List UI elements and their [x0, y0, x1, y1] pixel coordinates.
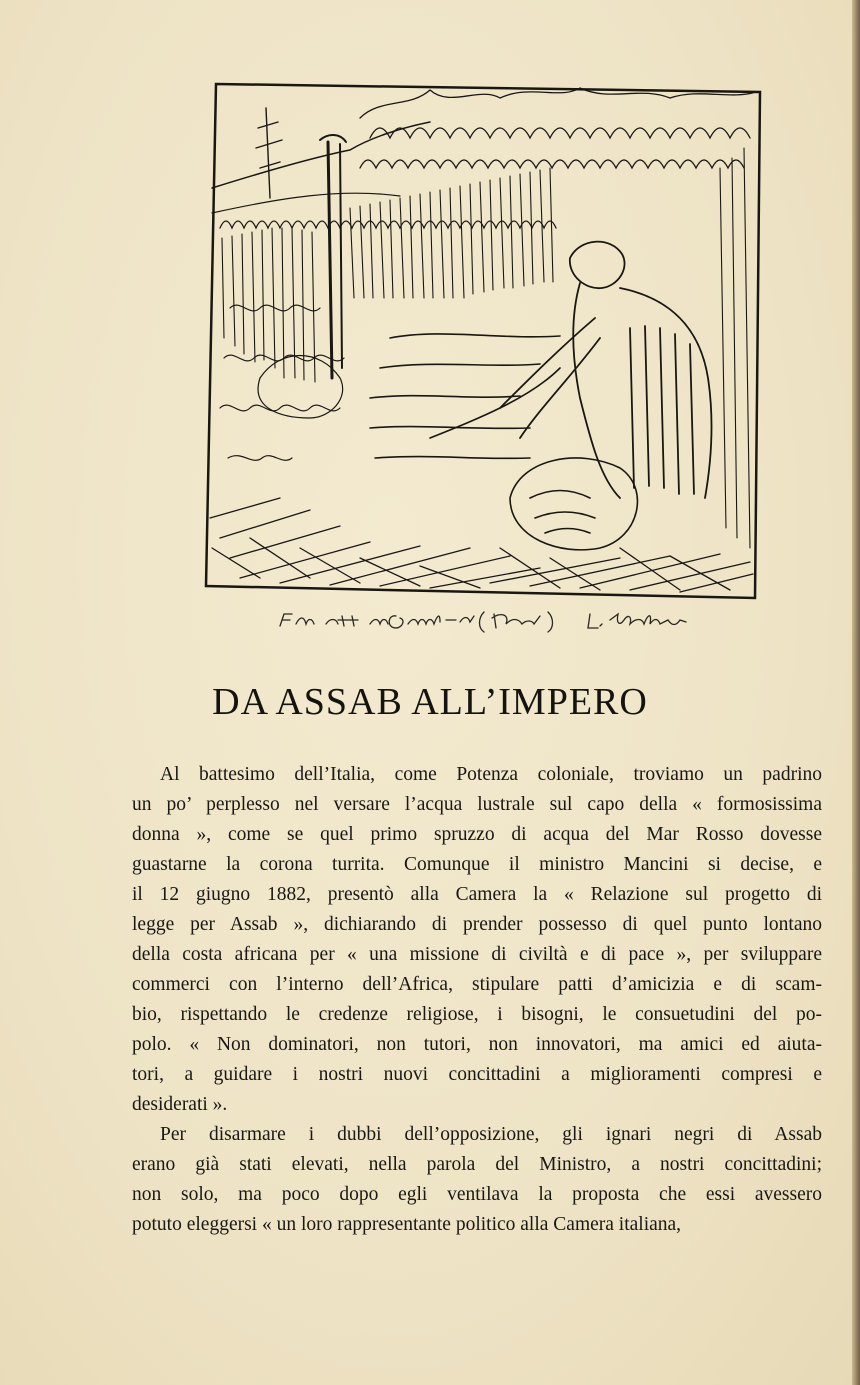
ink-sketch-illustration — [200, 78, 766, 614]
text-line: bio, rispettando le credenze religiose, i bisogni, le consuetudini del po- — [132, 1004, 822, 1025]
text-line: tori, a guidare i nostri nuovi concittadini a miglioramenti compresi e — [132, 1064, 822, 1085]
text-line: polo. « Non dominatori, non tutori, non innovatori, ma amici ed aiuta- — [132, 1034, 822, 1055]
text-line: donna », come se quel primo spruzzo di acqua del Mar Rosso dovesse — [132, 824, 822, 845]
text-line: potuto eleggersi « un loro rappresentante politico alla Camera italiana, — [132, 1214, 682, 1235]
handwritten-signature-icon — [270, 606, 720, 636]
text-line: Al battesimo dell’Italia, come Potenza coloniale, troviamo un padrino — [160, 764, 822, 785]
body-text — [132, 760, 822, 1240]
text-line: della costa africana per « una missione di civiltà e di pace », per sviluppare — [132, 944, 822, 965]
text-line: legge per Assab », dichiarando di prender possesso di quel punto lontano — [132, 914, 822, 935]
text-line: Per disarmare i dubbi dell’opposizione, gli ignari negri di Assab — [160, 1124, 822, 1145]
ink-sketch-landscape-icon — [200, 78, 766, 614]
illustration-signature — [270, 606, 720, 636]
chapter-title: DA ASSAB ALL’IMPERO — [212, 681, 648, 723]
text-line: non solo, ma poco dopo egli ventilava la proposta che essi avessero — [132, 1184, 822, 1205]
paragraph — [132, 1120, 822, 1240]
text-line: il 12 giugno 1882, presentò alla Camera la « Relazione sul progetto di — [132, 884, 822, 905]
paragraph — [132, 760, 822, 1120]
text-line: guastarne la corona turrita. Comunque il ministro Mancini si decise, e — [132, 854, 822, 875]
text-line: un po’ perplesso nel versare l’acqua lustrale sul capo della « formosissima — [132, 794, 822, 815]
text-line: desiderati ». — [132, 1094, 228, 1115]
text-line: commerci con l’interno dell’Africa, stipulare patti d’amicizia e di scam- — [132, 974, 822, 995]
text-line: erano già stati elevati, nella parola del Ministro, a nostri concittadini; — [132, 1154, 822, 1175]
